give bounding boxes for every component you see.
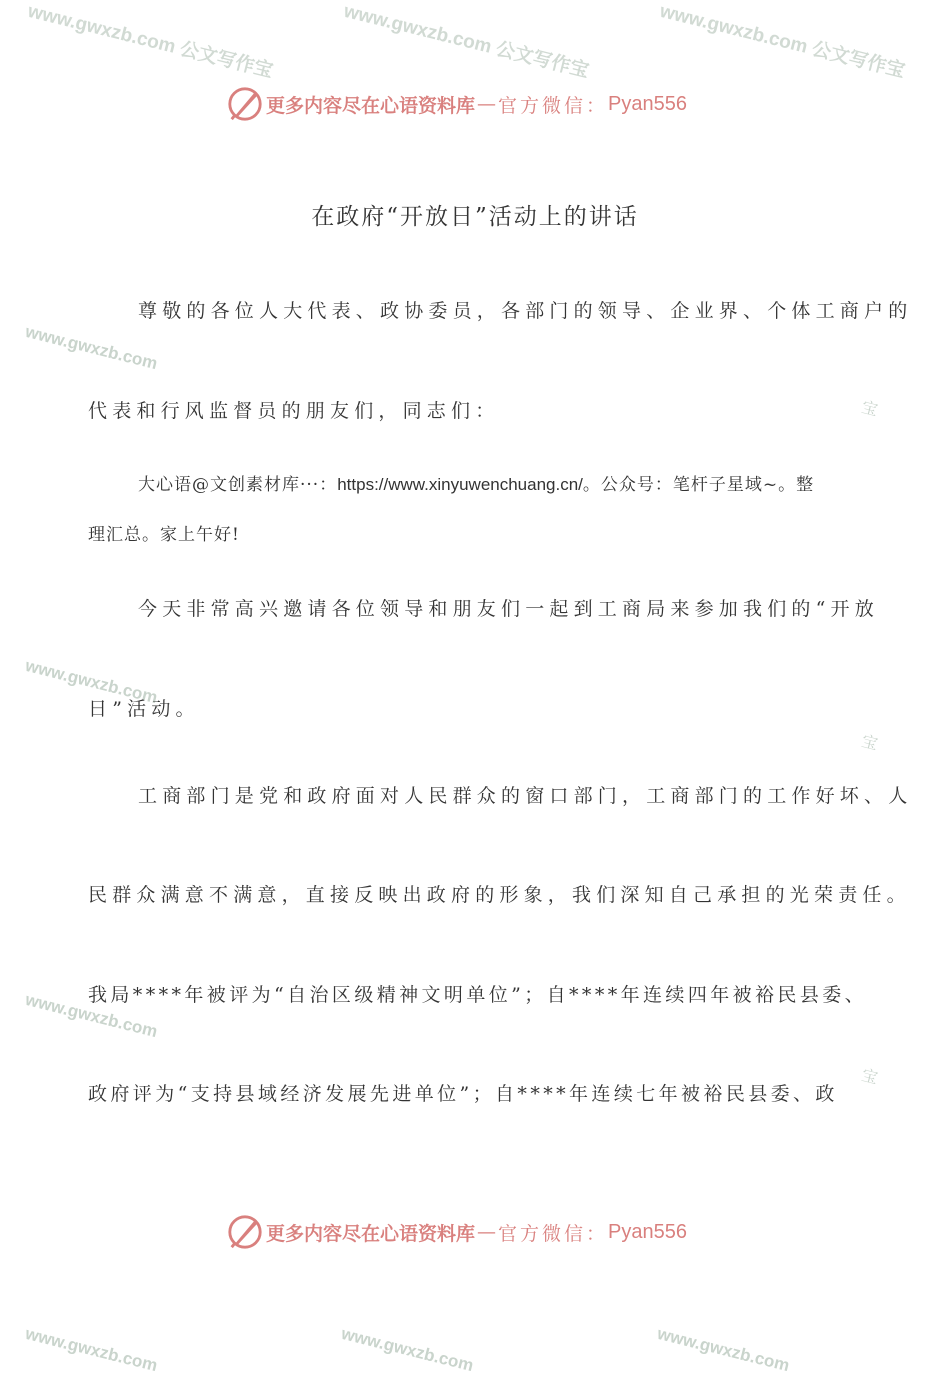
banner-dash: —: [477, 1221, 497, 1243]
paragraph-line: 政府评为“支持县域经济发展先进单位”；自****年连续七年被裕民县委、政: [88, 1083, 838, 1105]
watermark-right-2: 宝: [859, 733, 880, 754]
quill-logo-icon: [226, 85, 264, 123]
watermark-side-2: www.gwxzb.com: [23, 656, 160, 708]
paragraph-line: 尊敬的各位人大代表、政协委员，各部门的领导、企业界、个体工商户的: [138, 300, 913, 322]
watermark-top-2: www.gwxzb.com 公文写作宝: [341, 0, 591, 83]
paragraph-line: [138, 470, 814, 495]
watermark-top-3: www.gwxzb.com 公文写作宝: [657, 0, 907, 83]
paragraph-line: 日”活动。: [88, 698, 200, 720]
paragraph-line: 今天非常高兴邀请各位领导和朋友们一起到工商局来参加我们的“开放: [138, 598, 879, 620]
promo-text-tail: 。公众号：笔杆子星域~。整: [582, 475, 815, 495]
banner-text: 更多内容尽在心语资料库: [266, 1222, 476, 1245]
banner-wechat-id: Pyan556: [608, 1220, 687, 1243]
watermark-side-5: www.gwxzb.com: [339, 1324, 476, 1376]
watermark-right-1: 宝: [859, 399, 880, 420]
header-banner[interactable]: [226, 84, 726, 124]
watermark-side-3: www.gwxzb.com: [23, 990, 160, 1042]
banner-wechat-label: 官方微信：: [498, 1222, 609, 1245]
quill-logo-icon: [226, 1213, 264, 1251]
promo-link[interactable]: https://www.xinyuwenchuang.cn/: [337, 475, 583, 494]
paragraph-line: 民群众满意不满意，直接反映出政府的形象，我们深知自己承担的光荣责任。: [88, 884, 911, 906]
banner-text: 更多内容尽在心语资料库: [266, 94, 476, 117]
paragraph-line: 代表和行风监督员的朋友们，同志们：: [88, 400, 500, 422]
banner-wechat-label: 官方微信：: [498, 94, 609, 117]
banner-dash: —: [477, 93, 497, 115]
promo-text: 大心语@文创素材库···：: [138, 475, 338, 495]
watermark-side-6: www.gwxzb.com: [655, 1324, 792, 1376]
footer-banner[interactable]: [226, 1212, 726, 1252]
watermark-side-4: www.gwxzb.com: [23, 1324, 160, 1376]
watermark-right-3: 宝: [859, 1067, 880, 1088]
paragraph-line: 我局****年被评为“自治区级精神文明单位”；自****年连续四年被裕民县委、: [88, 984, 868, 1006]
document-title: 在政府“开放日”活动上的讲话: [311, 204, 639, 230]
watermark-side-1: www.gwxzb.com: [23, 322, 160, 374]
paragraph-line: 工商部门是党和政府面对人民群众的窗口部门，工商部门的工作好坏、人: [138, 785, 913, 807]
watermark-top-1: www.gwxzb.com 公文写作宝: [25, 0, 275, 83]
paragraph-line: 理汇总。家上午好!: [88, 525, 240, 545]
banner-wechat-id: Pyan556: [608, 92, 687, 115]
